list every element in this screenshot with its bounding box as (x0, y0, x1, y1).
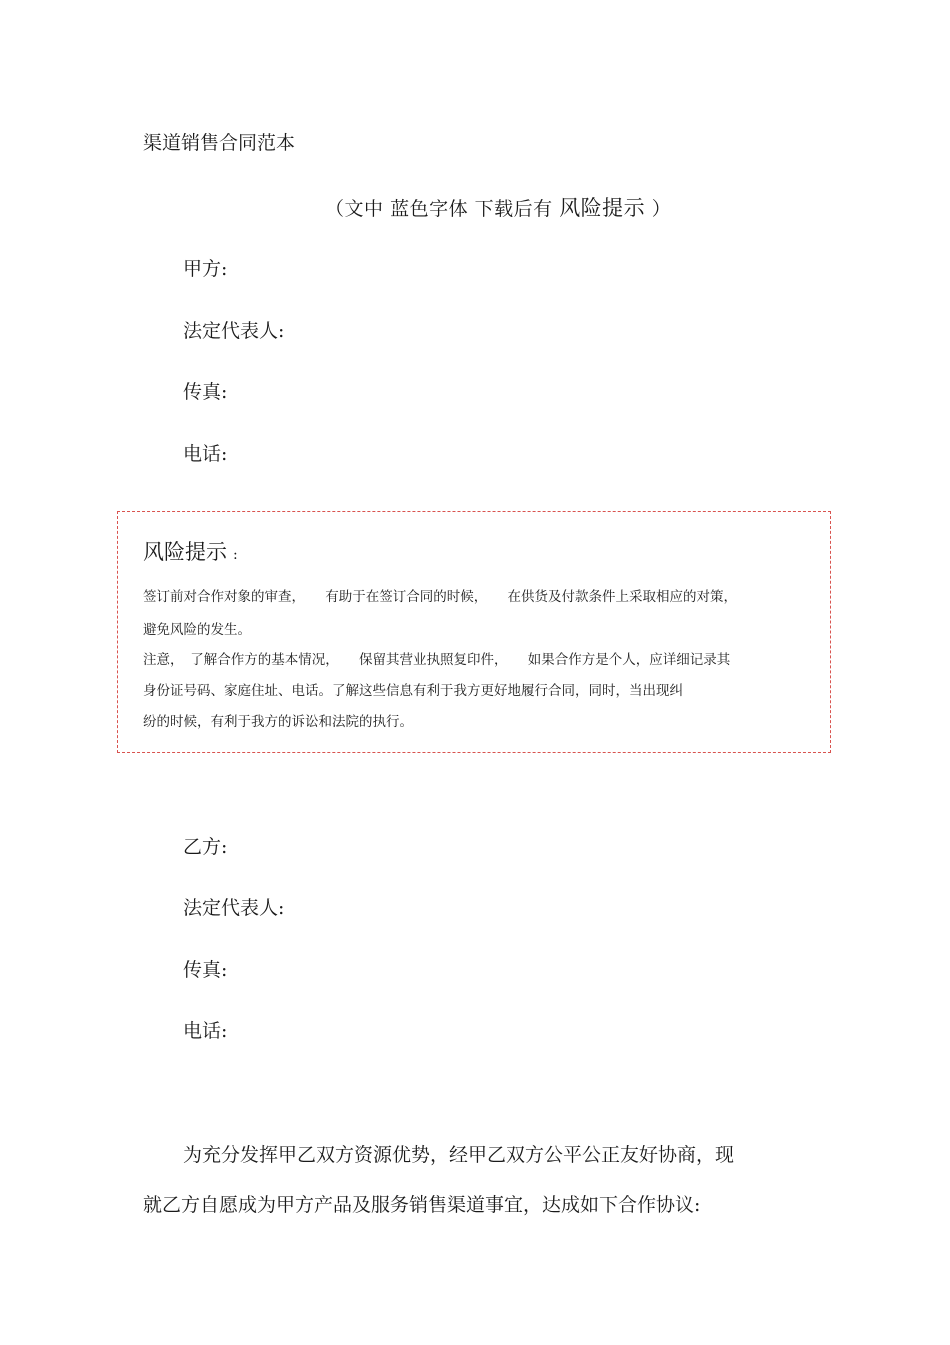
party-b-phone-label: 电话: (183, 1020, 228, 1042)
risk-tip-line: 注意， 了解合作方的基本情况， 保留其营业执照复印件， 如果合作方是个人，应详细记录其 (143, 652, 731, 668)
risk-tip-title (143, 536, 238, 566)
party-b-name-label: 乙方: (183, 836, 228, 858)
risk-tip-line: 避免风险的发生。 (143, 622, 251, 638)
risk-tip-title-colon: : (233, 547, 238, 563)
subtitle-open: （文中 (325, 198, 384, 220)
risk-tip-line: 签订前对合作对象的审查， 有助于在签订合同的时候， 在供货及付款条件上采取相应的对策， (143, 589, 737, 605)
subtitle-close: ） (651, 198, 672, 220)
party-a-rep-label: 法定代表人: (183, 320, 285, 342)
subtitle-blue-font: 蓝色字体 (390, 198, 469, 220)
intro-paragraph-line: 就乙方自愿成为甲方产品及服务销售渠道事宜，达成如下合作协议: (143, 1194, 701, 1216)
risk-tip-line: 身份证号码、家庭住址、电话。了解这些信息有利于我方更好地履行合同，同时，当出现纠 (143, 683, 683, 699)
party-b-rep-label: 法定代表人: (183, 897, 285, 919)
party-b-fax-label: 传真: (183, 959, 228, 981)
party-a-name-label: 甲方: (183, 258, 228, 280)
subtitle-after-download: 下载后有 (474, 198, 553, 220)
document-subtitle (325, 192, 671, 222)
party-a-phone-label: 电话: (183, 443, 228, 465)
risk-tip-line: 纷的时候，有利于我方的诉讼和法院的执行。 (143, 714, 413, 730)
intro-paragraph-line: 为充分发挥甲乙双方资源优势，经甲乙双方公平公正友好协商，现 (183, 1144, 735, 1166)
risk-tip-title-text: 风险提示 (143, 540, 227, 564)
document-title: 渠道销售合同范本 (143, 132, 296, 154)
subtitle-risk-tip: 风险提示 (559, 196, 646, 220)
party-a-fax-label: 传真: (183, 381, 228, 403)
